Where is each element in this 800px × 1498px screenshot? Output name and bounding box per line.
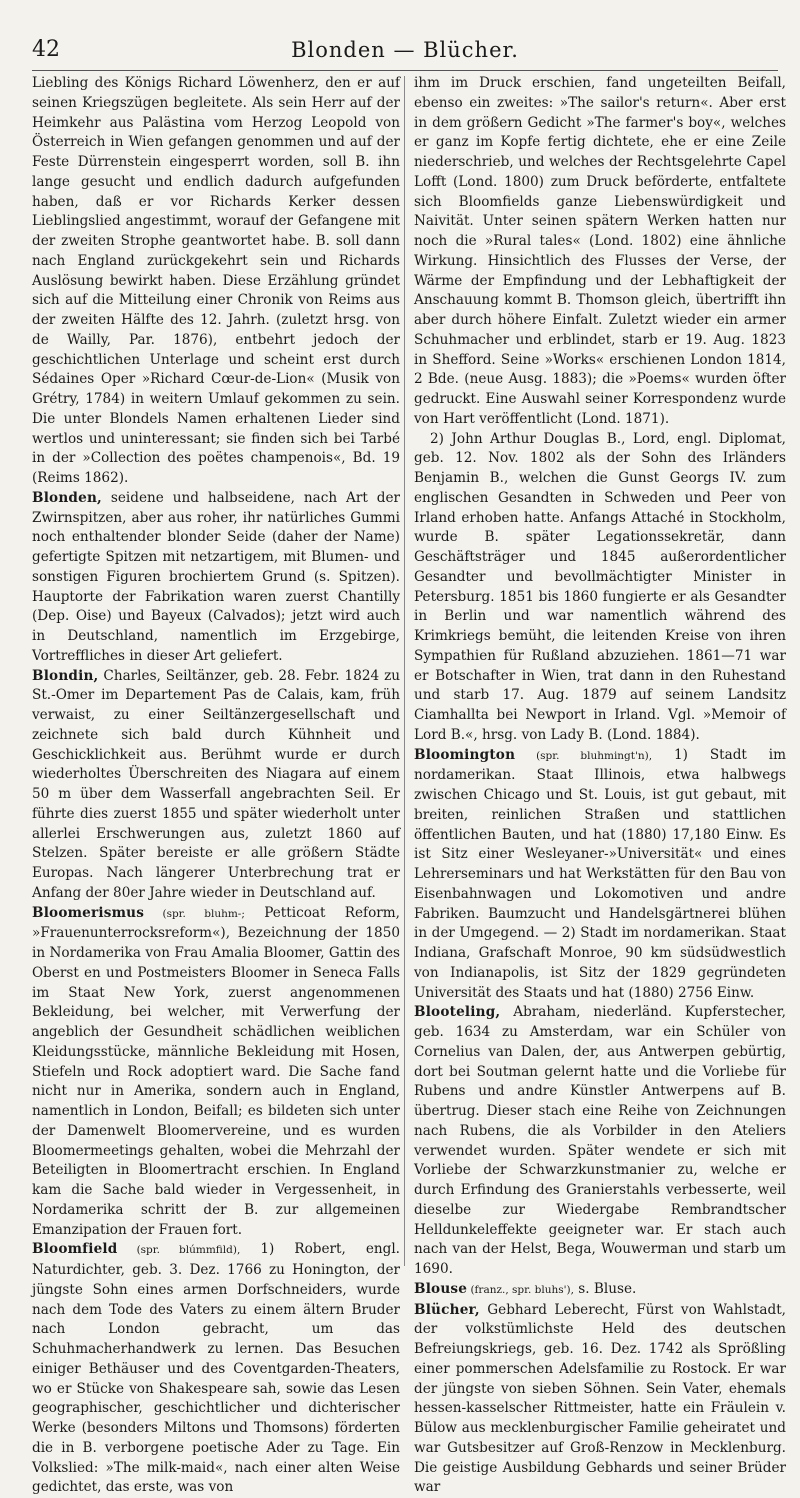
entry-pronunciation: (spr. bluhm-;	[144, 908, 245, 920]
entry-headword: Bloomerismus	[32, 905, 144, 921]
running-title: Blonden — Blücher.	[152, 38, 778, 62]
entry-subsection: 2) John Arthur Douglas B., Lord, engl. Diplomat, geb. 12. Nov. 1802 als der Sohn des Irländers Benjamin B., welchen die Gunst Georgs IV. zum englischen Gesandten in Schweden und Peer von Irland erhoben hatte. Anfangs Attaché in Stockholm, wurde B. später Legationssekretär, dann Geschäftsträger und 1845 außerordentlicher Gesandter und bevollmächtigter Minister in Petersburg. 1851 bis 1860 fungierte er als Gesandter in Berlin und war namentlich während des Krimkriegs bemüht, die leitenden Kreise von ihren Sympathien für Rußland abzuziehen. 1861—71 war er Botschafter in Wien, trat dann in den Ruhestand und starb 17. Aug. 1879 auf seinem Landsitz Ciamhallta bei Newport in Irland. Vgl. »Memoir of Lord B.«, hrsg. von Lady B. (Lond. 1884).	[414, 430, 786, 746]
dictionary-entry	[32, 667, 400, 904]
dictionary-entry	[32, 904, 400, 1241]
header-rule	[32, 70, 778, 71]
entry-continuation: Liebling des Königs Richard Löwenherz, den er auf seinen Kriegszügen begleitete. Als sein Herr auf der Heimkehr aus Palästina vom Herzog Leopold von Österreich in Wien gefangen genommen und auf der Feste Dürrenstein eingesperrt worden, soll B. ihn lange gesucht und endlich dadurch aufgefunden haben, daß er vor Richards Kerker dessen Lieblingslied angestimmt, worauf der Gefangene mit der zweiten Strophe geantwortet habe. B. soll dann nach England zurückgekehrt sein und Richards Auslösung bewirkt haben. Diese Erzählung gründet sich auf die Mitteilung einer Chronik von Reims aus der zweiten Hälfte des 12. Jahrh. (zuletzt hrsg. von de Wailly, Par. 1876), entbehrt jedoch der geschichtlichen Unterlage und scheint erst durch Sédaines Oper »Richard Cœur-de-Lion« (Musik von Grétry, 1784) in weitern Umlauf gekommen zu sein. Die unter Blondels Namen erhaltenen Lieder sind wertlos und uninteressant; sie finden sich bei Tarbé in der »Collection des poëtes champenois«, Bd. 19 (Reims 1862).	[32, 74, 400, 489]
dictionary-entry	[414, 1003, 786, 1280]
entry-headword: Blücher,	[414, 1302, 480, 1318]
entry-headword: Bloomfield	[32, 1241, 118, 1257]
entry-pronunciation: (spr. bluhmingt'n),	[515, 750, 652, 762]
entry-pronunciation: (franz., spr. bluhs'),	[467, 1284, 574, 1296]
dictionary-entry	[414, 1280, 786, 1301]
entry-text: seidene und halbseidene, nach Art der Zwirnspitzen, aber aus roher, ihr natürliches Gummi noch enthaltender blonder Seide (daher der Name) gefertigte Spitzen mit netzartigem, mit Blumen- und sonstigen Figuren brochiertem Grund (s. Spitzen). Hauptorte der Fabrikation waren zuerst Chantilly (Dep. Oise) und Bayeux (Calvados); jetzt wird auch in Deutschland, namentlich im Erzgebirge, Vortreffliches in dieser Art geliefert.	[32, 490, 400, 664]
entry-headword: Blooteling,	[414, 1004, 500, 1020]
entry-pronunciation: (spr. blúmmfild),	[118, 1244, 241, 1256]
entry-text: 1) Stadt im nordamerikan. Staat Illinois, etwa halbwegs zwischen Chicago und St. Louis, ist gut gebaut, mit breiten, reinlichen Straßen und stattlichen öffentlichen Bauten, und hat (1880) 17,180 Einw. Es ist Sitz einer Wesleyaner-»Universität« und eines Lehrerseminars und hat Werkstätten für den Bau von Eisenbahnwagen und Lokomotiven und andre Fabriken. Baumzucht und Handelsgärtnerei blühen in der Umgegend. — 2) Stadt im nordamerikan. Staat Indiana, Grafschaft Monroe, 90 km südsüdwestlich von Indianapolis, ist Sitz der 1829 gegründeten Universität des Staats und hat (1880) 2756 Einw.	[414, 747, 786, 1001]
entry-text: Abraham, niederländ. Kupferstecher, geb. 1634 zu Amsterdam, war ein Schüler von Cornelius van Dalen, der, aus Antwerpen gebürtig, dort bei Soutman gelernt hatte und die Vorliebe für Rubens und andre Künstler Antwerpens auf B. übertrug. Dieser stach eine Reihe von Zeichnungen nach Rubens, die als Vorbilder in den Ateliers verwendet wurden. Später wendete er sich mit Vorliebe der Schwarzkunstmanier zu, welche er durch Erfindung des Granierstahls verbesserte, weil dieselbe zur Wiedergabe Rembrandtscher Helldunkeleffekte geeigneter war. Er stach auch nach van der Helst, Bega, Wouwerman und starb um 1690.	[414, 1004, 786, 1277]
page-header	[32, 28, 778, 62]
entry-text: Charles, Seiltänzer, geb. 28. Febr. 1824 zu St.-Omer im Departement Pas de Calais, kam, früh verwaist, zu einer Seiltänzergesellschaft und zeichnete sich bald durch Kühnheit und Geschicklichkeit aus. Berühmt wurde er durch wiederholtes Überschreiten des Niagara auf einem 50 m über dem Wasserfall angebrachten Seil. Er führte dies zuerst 1855 und später wiederholt unter allerlei Erschwerungen aus, zuletzt 1860 auf Stelzen. Später bereiste er alle größern Städte Europas. Nach längerer Unterbrechung trat er Anfang der 80er Jahre wieder in Deutschland auf.	[32, 668, 400, 901]
page-number: 42	[32, 37, 152, 62]
entry-headword: Blondin,	[32, 668, 99, 684]
dictionary-entry	[414, 746, 786, 1004]
entry-text: Petticoat Reform, »Frauenunterrocksreform«), Bezeichnung der 1850 in Nordamerika von Frau Amalia Bloomer, Gattin des Oberst en und Postmeisters Bloomer in Seneca Falls im Staat New York, zuerst angenommenen Bekleidung, bei welcher, mit Verwerfung der angeblich der Gesundheit schädlichen weiblichen Kleidungsstücke, männliche Bekleidung mit Hosen, Stiefeln und Rock adoptiert ward. Die Sache fand nicht nur in Amerika, sondern auch in England, namentlich in London, Beifall; es bildeten sich unter der Damenwelt Bloomervereine, und es wurden Bloomermeetings gehalten, wobei die Mehrzahl der Beteiligten in Bloomertracht erschien. In England kam die Sache bald wieder in Vergessenheit, in Nordamerika schritt der B. zur allgemeinen Emanzipation der Frauen fort.	[32, 905, 400, 1238]
dictionary-entry	[414, 1301, 786, 1498]
entry-text: 1) Robert, engl. Naturdichter, geb. 3. Dez. 1766 zu Honington, der jüngste Sohn eines armen Dorfschneiders, wurde nach dem Tode des Vaters zu einem ältern Bruder nach London gebracht, um das Schuhmacherhandwerk zu lernen. Das Besuchen einiger Bethäuser und des Coventgarden-Theaters, wo er Stücke von Shakespeare sah, sowie das Lesen geographischer, geschichtlicher und dichterischer Werke (besonders Miltons und Thomsons) förderten die in B. verborgene poetische Ader zu Tage. Ein Volkslied: »The milk-maid«, nach einer alten Weise gedichtet, das erste, was von	[32, 1241, 400, 1495]
left-column	[32, 74, 400, 1269]
dictionary-entry	[32, 489, 400, 667]
entry-text: s. Bluse.	[574, 1281, 636, 1297]
entry-continuation: ihm im Druck erschien, fand ungeteilten Beifall, ebenso ein zweites: »The sailor's return«. Aber erst in dem größern Gedicht »The farmer's boy«, welches er ganz im Kopfe fertig dichtete, ehe er eine Zeile niederschrieb, und welches der Rechtsgelehrte Capel Lofft (Lond. 1800) zum Druck beförderte, entfaltete sich Bloomfields ganze Liebenswürdigkeit und Naivität. Unter seinen spätern Werken hatten nur noch die »Rural tales« (Lond. 1802) eine ähnliche Wirkung. Hinsichtlich des Flusses der Verse, der Wärme der Empfindung und der Lebhaftigkeit der Anschauung kommt B. Thomson gleich, übertrifft ihn aber durch höhere Einfalt. Zuletzt wieder ein armer Schuhmacher und erblindet, starb er 19. Aug. 1823 in Shefford. Seine »Works« erschienen London 1814, 2 Bde. (neue Ausg. 1883); die »Poems« wurden öfter gedruckt. Eine Auswahl seiner Korrespondenz wurde von Hart veröffentlicht (Lond. 1871).	[414, 74, 786, 430]
column-divider	[404, 76, 405, 1266]
entry-text: Gebhard Leberecht, Fürst von Wahlstadt, der volkstümlichste Held des deutschen Befreiungskriegs, geb. 16. Dez. 1742 als Sprößling einer pommerschen Adelsfamilie zu Rostock. Er war der jüngste von sieben Söhnen. Sein Vater, ehemals hessen-kasselscher Rittmeister, hatte ein Fräulein v. Bülow aus mecklenburgischer Familie geheiratet und war Gutsbesitzer auf Groß-Renzow in Mecklenburg. Die geistige Ausbildung Gebhards und seiner Brüder war	[414, 1302, 786, 1496]
entry-headword: Bloomington	[414, 747, 515, 763]
entry-headword: Blonden,	[32, 490, 102, 506]
dictionary-entry	[32, 1240, 400, 1498]
right-column	[414, 74, 786, 1269]
entry-headword: Blouse	[414, 1281, 467, 1297]
